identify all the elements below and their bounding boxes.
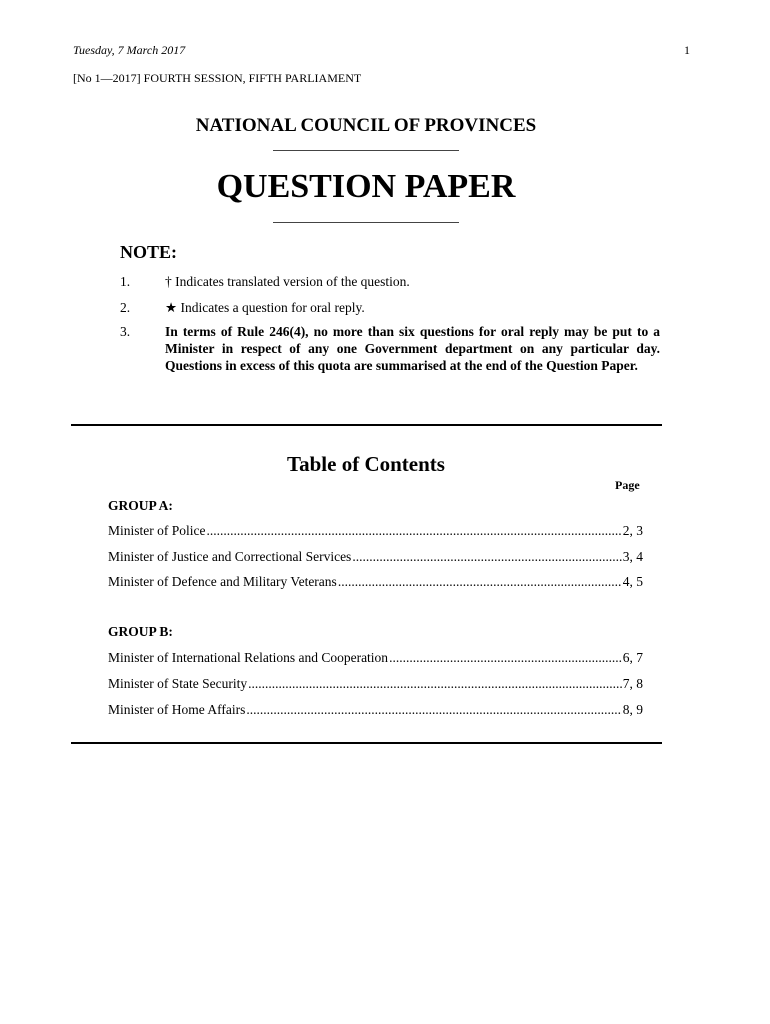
toc-group-b-heading: GROUP B: [108,624,173,639]
header-date: Tuesday, 7 March 2017 [73,43,186,57]
toc-entry-pages: 2, 3 [622,523,643,538]
toc-entry-label: Minister of Police [108,523,206,538]
toc-entry-label: Minister of State Security [108,676,248,691]
toc-entry[interactable] [108,548,643,565]
note-text: † Indicates translated version of the question. [165,274,410,289]
toc-entry[interactable] [108,522,643,539]
toc-leader-dots [352,548,621,565]
note-number: 3. [120,324,131,339]
toc-entry-label: Minister of International Relations and Cooperation [108,650,389,665]
toc-entry[interactable] [108,701,643,718]
page-title: QUESTION PAPER [216,168,516,205]
toc-leader-dots [246,701,621,718]
toc-leader-dots [338,573,622,590]
section-divider [71,424,662,426]
section-divider [71,742,662,744]
toc-entry-pages: 3, 4 [622,549,643,564]
session-line: [No 1—2017] FOURTH SESSION, FIFTH PARLIAMENT [73,71,362,85]
toc-entry-pages: 6, 7 [622,650,643,665]
page-number: 1 [684,43,690,57]
toc-entry[interactable] [108,675,643,692]
toc-group-a-heading: GROUP A: [108,498,173,513]
divider-top [273,150,459,151]
toc-entry-label: Minister of Justice and Correctional Services [108,549,352,564]
toc-entry-pages: 4, 5 [622,574,643,589]
toc-entry[interactable] [108,573,643,590]
council-heading: NATIONAL COUNCIL OF PROVINCES [195,115,537,136]
note-number: 2. [120,300,131,315]
divider-bottom [273,222,459,223]
note-text: ★ Indicates a question for oral reply. [165,300,365,315]
toc-leader-dots [389,649,622,666]
toc-entry-label: Minister of Home Affairs [108,702,246,717]
toc-entry-pages: 7, 8 [622,676,643,691]
toc-leader-dots [207,522,622,539]
toc-entry-label: Minister of Defence and Military Veterans [108,574,337,589]
toc-entry-pages: 8, 9 [622,702,643,717]
note-heading: NOTE: [120,242,178,262]
toc-entry[interactable] [108,649,643,666]
toc-title: Table of Contents [287,452,445,476]
note-number: 1. [120,274,131,289]
toc-page-label: Page [615,478,640,492]
note-text: In terms of Rule 246(4), no more than six questions for oral reply may be put to a Minister in respect of any one Government department on any particular day. Questions in excess of this quota are summarised at the end of the Question Paper. [165,324,660,373]
toc-leader-dots [248,675,622,692]
